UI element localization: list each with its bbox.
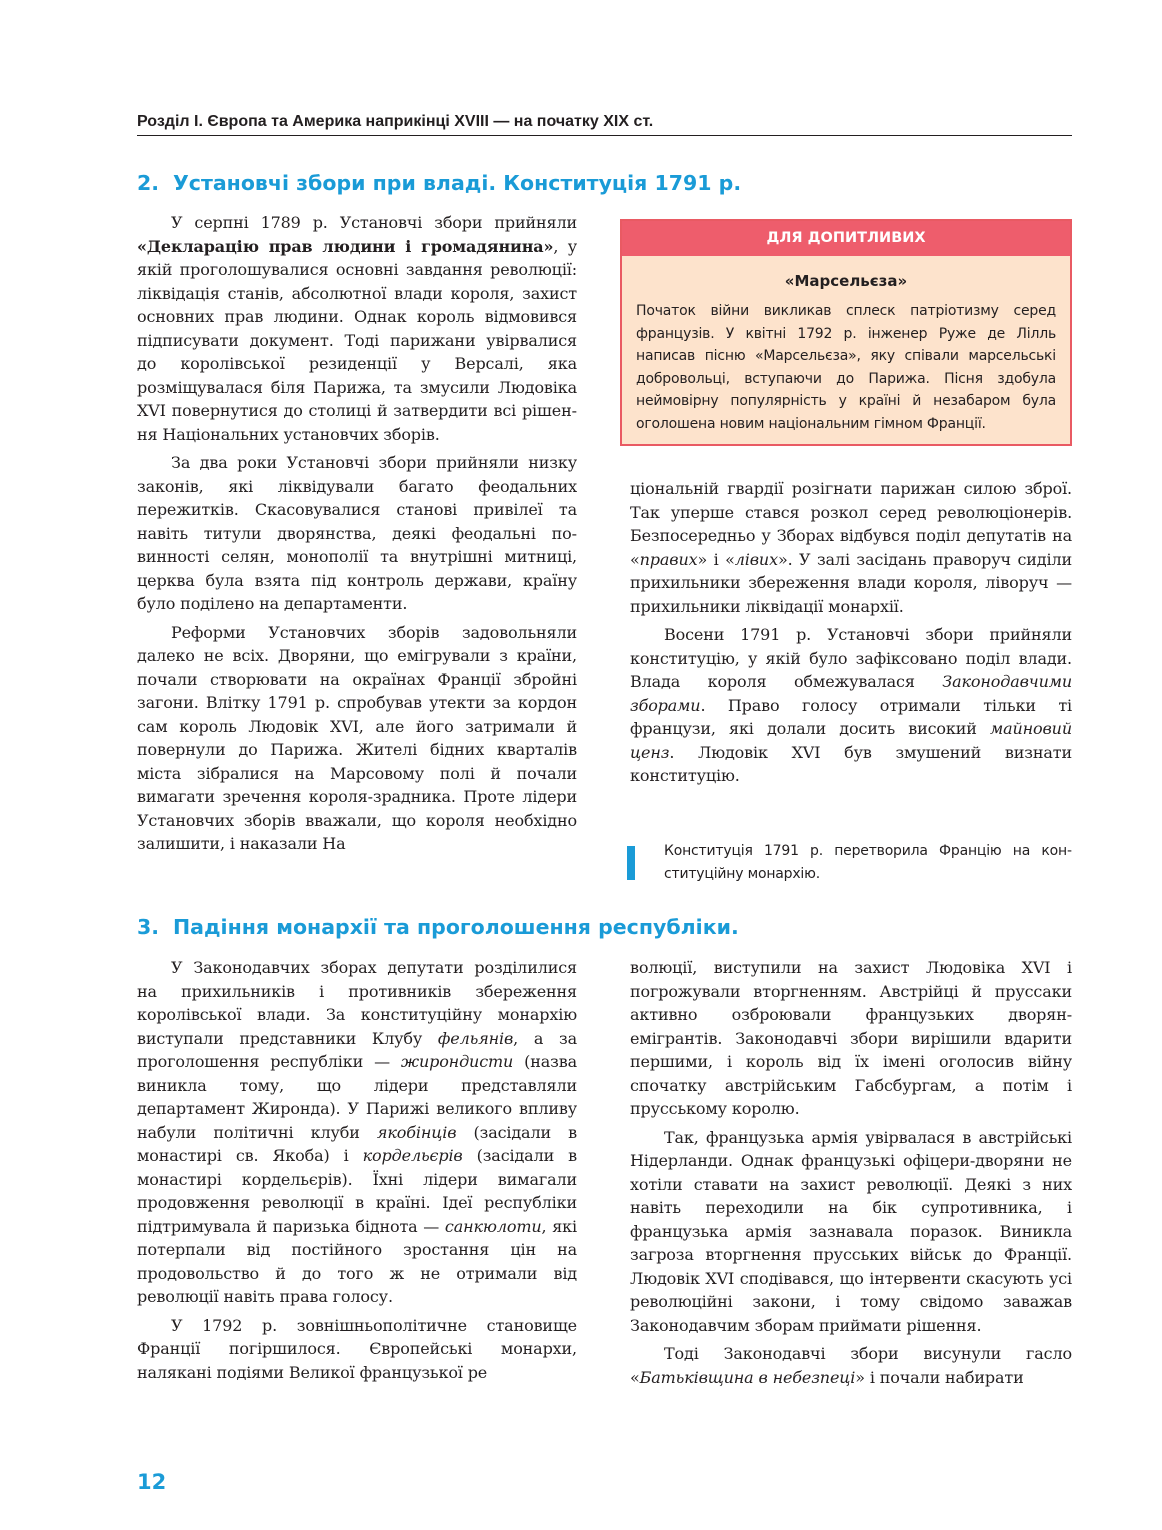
page-number: 12 bbox=[137, 1470, 167, 1494]
section-2-left-column bbox=[137, 211, 577, 856]
note-marker bbox=[627, 846, 635, 880]
paragraph: У 1792 р. зовнішньополітичне становище Франції погіршилося. Європейські монархи, налякані подіями Великої французької ре bbox=[137, 1315, 577, 1382]
section-2-number: 2. bbox=[137, 171, 160, 195]
paragraph: Так, французька армія увірвалася в австрійські Нідерланди. Однак французькі офіцери-дворяни не хотіли ставати на захист революції. Деякі з них навіть переходили на бік супротивника, і французька армія зазнавала поразок. Виникла загроза вторгнення прусських військ до Франції. Людовік XVI сподівався, що інтервенти скасують усі революційні закони, і тому свідомо заважав Законодавчим зборам приймати рішення. bbox=[630, 1127, 1072, 1335]
section-3-title: Падіння монархії та проголошення республіки. bbox=[173, 915, 739, 939]
paragraph: У серпні 1789 р. Установчі збори прийняли «Декларацію прав людини і громадянина», у якій проголошувалися основні завдання революції: ліквідація станів, абсолютної влади короля, захист основних прав людини. Однак король відмовився підписувати документ. Тоді парижани увірвалися до королівської резиденції у Версалі, яка розміщувалася біля Парижа, та змусили Людовіка XVI повернутися до столиці й затвердити всі рішення Національних установчих зборів. bbox=[137, 213, 577, 444]
info-box bbox=[620, 219, 1072, 446]
section-3-number: 3. bbox=[137, 915, 160, 939]
info-box-header: ДЛЯ ДОПИТЛИВИХ bbox=[622, 221, 1070, 256]
summary-note: Конституція 1791 р. перетворила Францію на конституційну монархію. bbox=[664, 843, 1072, 882]
running-head: Розділ І. Європа та Америка наприкінці XVIII — на початку XIX ст. bbox=[137, 113, 654, 130]
section-3-heading bbox=[137, 913, 1072, 941]
info-box-title: «Марсельєза» bbox=[784, 272, 908, 290]
paragraph: За два роки Установчі збори прийняли низку законів, які ліквідували багато феодальних пережитків. Скасовувалися станові привілеї та навіть титули дворянства, деякі феодальні повинності селян, монополії та внутрішні митниці, церква була взята під контроль держави, країну було поділено на департаменти. bbox=[137, 453, 577, 613]
header-rule bbox=[137, 135, 1072, 136]
section-3-right-column bbox=[630, 956, 1072, 1389]
info-box-text: Початок війни викликав сплеск патріотизму серед французів. У квітні 1792 р. інженер Руже де Лілль написав пісню «Марсельєза», яку співали марсельські добровольці, вступаючи до Парижа. Пісня здобула неймовірну популярність у країні й незабаром була оголошена новим національним гімном Франції. bbox=[636, 303, 1056, 432]
paragraph: Тоді Законодавчі збори висунули гасло «Батьківщина в небезпеці» і почали набирати bbox=[630, 1344, 1072, 1387]
paragraph: Реформи Установчих зборів задовольняли далеко не всіх. Дворяни, що емігрували з країни, почали створювати на окраїнах Франції збройні загони. Влітку 1791 р. спробував утекти за кордон сам король Людовік XVI, але його затримали й повернули до Парижа. Жителі бідних кварталів міста зібралися на Марсовому полі й почали вимагати зречення короля-зрадника. Проте лідери Установчих зборів вважали, що короля необхідно залишити, і наказали На bbox=[137, 622, 577, 853]
paragraph: Восени 1791 р. Установчі збори прийняли конституцію, у якій було зафіксовано поділ влади. Влада короля обмежувалася Законодавчими зборами. Право голосу отримали тільки ті французи, які долали досить високий майновий ценз. Людовік XVI був змушений визнати конституцію. bbox=[630, 625, 1072, 785]
section-3-left-column bbox=[137, 956, 577, 1384]
section-2-title: Установчі збори при владі. Конституція 1791 р. bbox=[173, 171, 742, 195]
section-2-right-column bbox=[630, 477, 1072, 788]
section-2-heading bbox=[137, 169, 1072, 197]
paragraph: ціональній гвардії розігнати парижан силою зброї. Так уперше стався розкол серед революціонерів. Безпосередньо у Зборах відбувся поділ депутатів на «правих» і «лівих». У залі засідань праворуч сиділи прихильники збереження влади короля, ліворуч — прихильники ліквідації монархії. bbox=[630, 479, 1072, 616]
paragraph: волюції, виступили на захист Людовіка XVI і погрожували вторгненням. Австрійці й пруссаки активно озброювали французьких дворян-емігрантів. Законодавчі збори вирішили вдарити першими, і король від їх імені оголосив війну спочатку австрійським Габсбургам, а потім і прусському королю. bbox=[630, 958, 1072, 1118]
paragraph: У Законодавчих зборах депутати розділилися на прихильників і противників збереження королівської влади. За конституційну монархію виступали представники Клубу фельянів, а за проголошення республіки — жирондисти (назва виникла тому, що лідери представляли департамент Жиронда). У Парижі великого впливу набули політичні клуби якобінців (засідали в монастирі св. Якоба) і кордельєрів (засідали в монастирі кордельєрів). Їхні лідери вимагали продовження революції в країні. Ідеї республіки підтримувала й паризька біднота — санкюлоти, які потерпали від постійного зростання цін на продовольство й до того ж не отримали від революції навіть права голосу. bbox=[137, 958, 578, 1306]
